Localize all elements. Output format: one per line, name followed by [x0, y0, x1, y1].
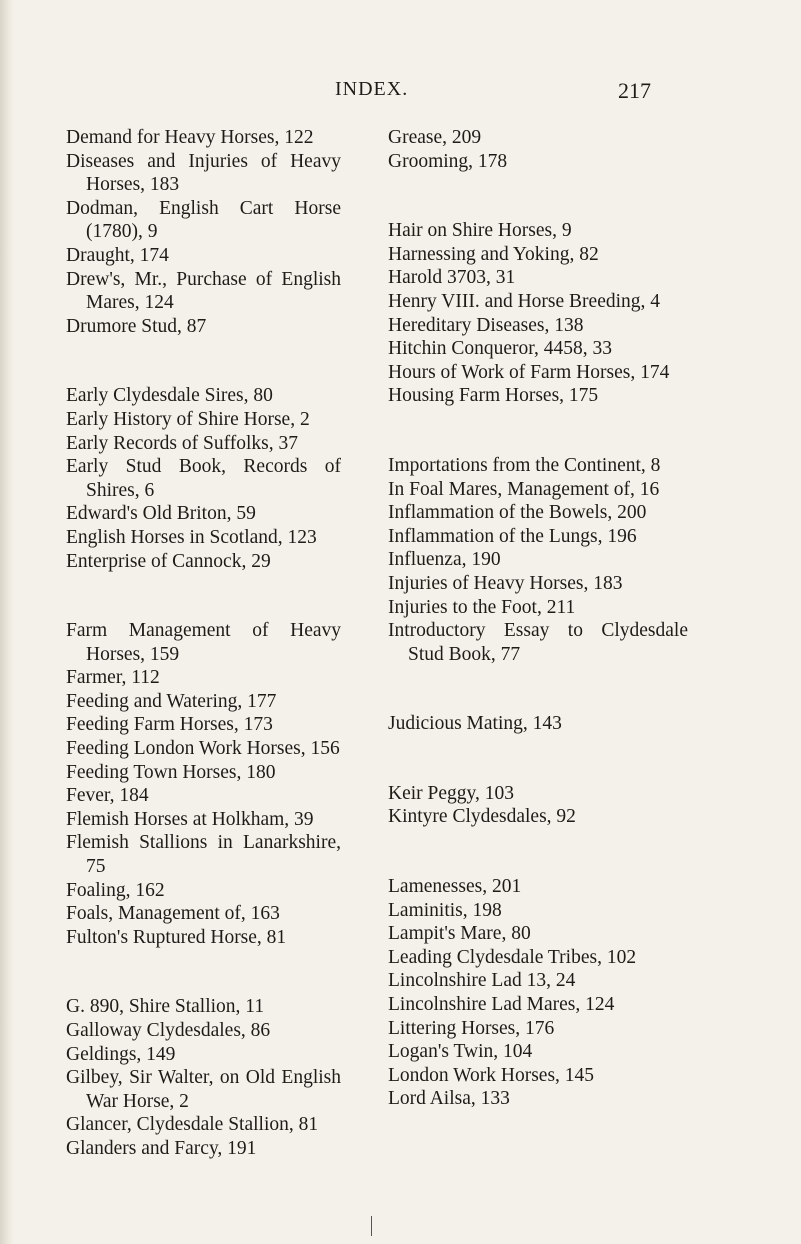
- index-entry: Hitchin Conqueror, 4458, 33: [388, 338, 612, 360]
- index-entry: Early Clydesdale Sires, 80: [66, 385, 273, 407]
- index-column-left: [66, 126, 341, 1207]
- index-group: [388, 219, 688, 408]
- index-group: [388, 126, 688, 173]
- index-entry: Drew's, Mr., Purchase of English Mares, 124: [66, 268, 341, 314]
- index-entry: Feeding London Work Horses, 156: [66, 738, 340, 760]
- index-entry: Housing Farm Horses, 175: [388, 385, 599, 407]
- column-rule: [371, 1216, 372, 1236]
- index-group: [66, 126, 341, 338]
- index-entry: Early Records of Suffolks, 37: [66, 432, 298, 454]
- index-entry: Kintyre Clydesdales, 92: [388, 806, 576, 828]
- index-column-right: [388, 126, 688, 1157]
- index-entry: Foaling, 162: [66, 879, 165, 901]
- index-entry: Fulton's Ruptured Horse, 81: [66, 926, 287, 948]
- index-entry: Judicious Mating, 143: [388, 713, 562, 735]
- index-entry: In Foal Mares, Management of, 16: [388, 478, 660, 500]
- index-entry: Importations from the Continent, 8: [388, 454, 661, 476]
- index-entry: Flemish Stallions in Lanarkshire, 75: [66, 832, 341, 878]
- index-entry: Glanders and Farcy, 191: [66, 1137, 257, 1159]
- page-edge: [0, 0, 14, 1244]
- index-entry: Farmer, 112: [66, 667, 160, 689]
- index-entry: Farm Management of Heavy Horses, 159: [66, 620, 341, 665]
- index-entry: Galloway Clydesdales, 86: [66, 1020, 271, 1041]
- index-entry: Feeding and Watering, 177: [66, 690, 277, 712]
- index-entry: London Work Horses, 145: [388, 1064, 595, 1086]
- index-entry: Drumore Stud, 87: [66, 315, 207, 337]
- index-entry: Logan's Twin, 104: [388, 1041, 533, 1063]
- index-entry: Flemish Horses at Holkham, 39: [66, 808, 314, 830]
- index-entry: Littering Horses, 176: [388, 1017, 555, 1039]
- index-entry: Hereditary Diseases, 138: [388, 314, 584, 336]
- index-entry: Geldings, 149: [66, 1043, 176, 1065]
- page-title: INDEX.: [335, 78, 409, 100]
- index-entry: English Horses in Scotland, 123: [66, 526, 317, 548]
- index-group: [388, 875, 688, 1111]
- index-entry: Harnessing and Yoking, 82: [388, 243, 599, 265]
- index-entry: Draught, 174: [66, 244, 169, 266]
- index-entry: Introductory Essay to Clydesdale Stud Book, 77: [388, 620, 688, 665]
- index-entry: Lord Ailsa, 133: [388, 1088, 510, 1110]
- index-entry: Inflammation of the Lungs, 196: [388, 525, 637, 547]
- index-entry: Dodman, English Cart Horse (1780), 9: [66, 197, 341, 243]
- running-head: [0, 78, 801, 108]
- index-group: [66, 995, 341, 1160]
- index-entry: Grease, 209: [388, 127, 482, 148]
- index-entry: Hair on Shire Horses, 9: [388, 220, 572, 242]
- index-group: [388, 454, 688, 666]
- page-number: 217: [618, 78, 651, 103]
- index-entry: Diseases and Injuries of Heavy Horses, 183: [66, 150, 341, 196]
- index-entry: Inflammation of the Bowels, 200: [388, 502, 647, 524]
- index-entry: Early History of Shire Horse, 2: [66, 408, 310, 430]
- index-entry: Fever, 184: [66, 785, 149, 807]
- index-entry: Feeding Town Horses, 180: [66, 761, 276, 783]
- index-group: [388, 712, 688, 736]
- index-entry: Harold 3703, 31: [388, 267, 516, 289]
- index-entry: Injuries to the Foot, 211: [388, 596, 576, 618]
- index-entry: Henry VIII. and Horse Breeding, 4: [388, 290, 661, 312]
- index-entry: Demand for Heavy Horses, 122: [66, 127, 314, 148]
- index-entry: Feeding Farm Horses, 173: [66, 714, 273, 736]
- index-entry: Lincolnshire Lad 13, 24: [388, 970, 576, 992]
- index-entry: G. 890, Shire Stallion, 11: [66, 996, 265, 1018]
- index-entry: Lamenesses, 201: [388, 876, 522, 898]
- index-entry: Enterprise of Cannock, 29: [66, 550, 271, 572]
- index-entry: Laminitis, 198: [388, 899, 502, 921]
- index-entry: Hours of Work of Farm Horses, 174: [388, 361, 670, 383]
- index-group: [388, 782, 688, 829]
- index-entry: Glancer, Clydesdale Stallion, 81: [66, 1114, 319, 1136]
- index-entry: Leading Clydesdale Tribes, 102: [388, 946, 637, 968]
- index-group: [66, 619, 341, 949]
- index-entry: Lampit's Mare, 80: [388, 923, 531, 945]
- index-entry: Gilbey, Sir Walter, on Old English War Horse, 2: [66, 1067, 341, 1112]
- index-entry: Early Stud Book, Records of Shires, 6: [66, 456, 341, 501]
- index-entry: Foals, Management of, 163: [66, 903, 280, 925]
- index-entry: Grooming, 178: [388, 150, 508, 172]
- index-entry: Keir Peggy, 103: [388, 782, 515, 804]
- index-group: [66, 384, 341, 573]
- index-entry: Edward's Old Briton, 59: [66, 503, 256, 525]
- index-entry: Influenza, 190: [388, 549, 501, 571]
- index-entry: Injuries of Heavy Horses, 183: [388, 572, 623, 594]
- index-entry: Lincolnshire Lad Mares, 124: [388, 994, 615, 1016]
